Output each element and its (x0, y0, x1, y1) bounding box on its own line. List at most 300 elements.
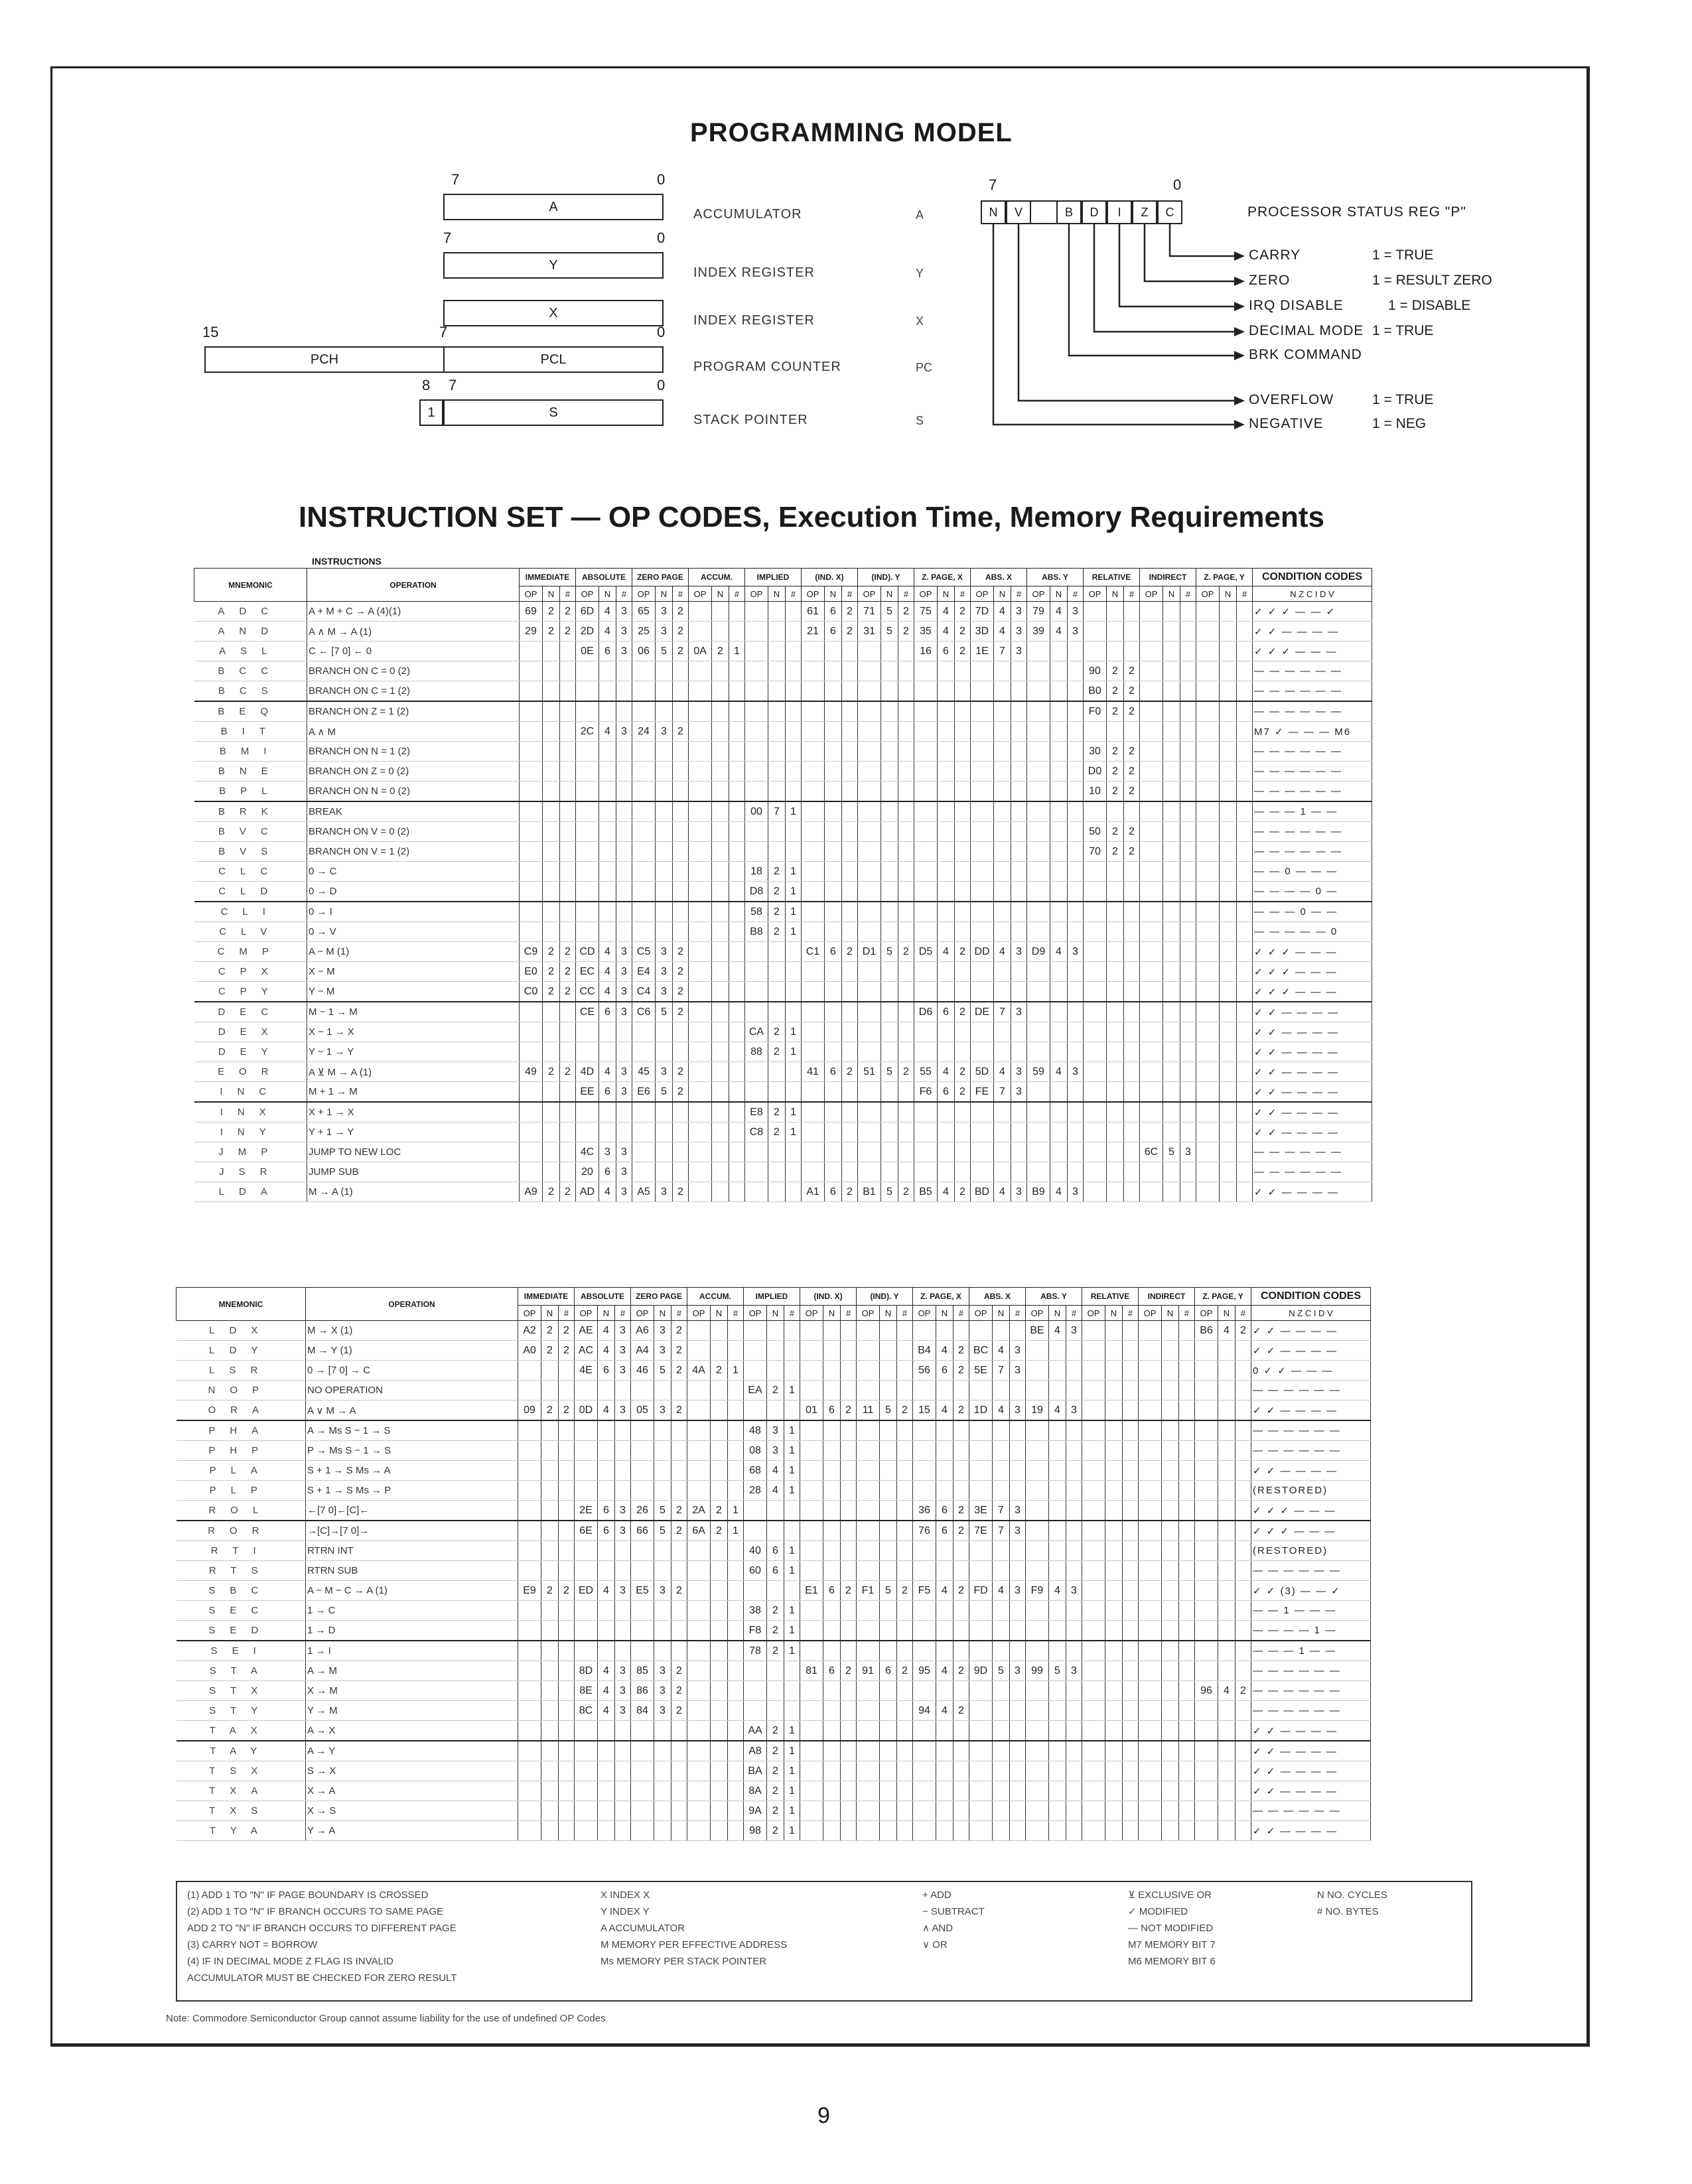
bytes: 2 (671, 1581, 687, 1601)
register-label: STACK POINTER (693, 413, 808, 427)
opcode (1139, 1821, 1162, 1841)
opcode (800, 1681, 823, 1701)
opcode (1196, 1102, 1220, 1123)
cycles (881, 842, 898, 862)
bytes: 2 (842, 1062, 858, 1082)
condition-codes: — — — — — — (1251, 1420, 1371, 1441)
opcode: 90 (1084, 661, 1107, 681)
cycles (712, 801, 729, 822)
bytes (1237, 801, 1253, 822)
opcode-row (194, 982, 1372, 1002)
bytes: 3 (1066, 1321, 1082, 1341)
bytes (897, 1641, 913, 1661)
opcode (518, 1501, 541, 1521)
header-sub: OP (802, 586, 825, 602)
opcode (631, 1420, 654, 1441)
cycles (654, 1541, 671, 1561)
bytes: 2 (559, 1581, 575, 1601)
mnemonic: SED (176, 1621, 306, 1641)
cycles: 6 (599, 1162, 616, 1182)
bytes (615, 1420, 631, 1441)
cycles (1218, 1541, 1235, 1561)
cycles (938, 1042, 955, 1062)
bytes (1235, 1521, 1251, 1541)
opcode (971, 782, 994, 802)
bytes (1180, 701, 1196, 722)
opcode (802, 722, 825, 742)
opcode (971, 722, 994, 742)
cycles (712, 1022, 729, 1042)
cycles (936, 1761, 953, 1781)
opcode (858, 742, 881, 762)
bytes (1123, 1701, 1139, 1721)
opcode (689, 1042, 712, 1062)
opcode: 01 (800, 1400, 823, 1421)
opcode: 6D (576, 602, 599, 622)
bytes (1011, 822, 1027, 842)
opcode: A4 (631, 1341, 654, 1361)
opcode (858, 762, 881, 782)
cycles (1162, 1621, 1179, 1641)
bytes (1235, 1701, 1251, 1721)
opcode (800, 1381, 823, 1400)
bytes (786, 642, 802, 661)
opcode (1027, 882, 1050, 902)
cycles: 2 (543, 962, 560, 982)
cycles (1220, 1022, 1237, 1042)
opcode (802, 801, 825, 822)
cycles (711, 1681, 728, 1701)
mnemonic: ADC (194, 602, 307, 622)
bytes (560, 1162, 576, 1182)
cycles (543, 1002, 560, 1022)
bytes (729, 1123, 745, 1142)
opcode (969, 1721, 993, 1741)
operation: X + 1 → X (307, 1102, 520, 1123)
opcode (744, 1341, 767, 1361)
bytes: 1 (786, 922, 802, 942)
condition-codes: ✓ ✓ — — — — (1253, 1102, 1372, 1123)
opcode (1084, 882, 1107, 902)
opcode (969, 1381, 993, 1400)
opcode (969, 1761, 993, 1781)
bytes (1123, 1621, 1139, 1641)
cycles (1050, 862, 1068, 882)
cycles (656, 1102, 673, 1123)
cycles (1049, 1621, 1066, 1641)
bytes (1237, 1182, 1253, 1202)
header-sub: N (1105, 1306, 1123, 1321)
cycles: 2 (1107, 661, 1124, 681)
bytes (616, 801, 632, 822)
opcode (971, 922, 994, 942)
bytes: 1 (786, 902, 802, 922)
flag-value-5: 1 = TRUE (1372, 392, 1434, 407)
bytes (955, 822, 971, 842)
header-sub: OP (1082, 1306, 1105, 1321)
bytes (729, 1042, 745, 1062)
cycles: 6 (936, 1521, 953, 1541)
bytes (1123, 1721, 1139, 1741)
opcode: D5 (914, 942, 938, 962)
cycles (938, 701, 955, 722)
opcode (689, 1182, 712, 1202)
opcode (689, 622, 712, 642)
opcode (914, 822, 938, 842)
cycles: 2 (541, 1581, 559, 1601)
cycles (654, 1721, 671, 1741)
cycles (881, 1022, 898, 1042)
cycles (823, 1341, 841, 1361)
cycles (1049, 1541, 1066, 1561)
opcode: 59 (1027, 1062, 1050, 1082)
opcode-row (176, 1481, 1371, 1501)
cycles (1220, 801, 1237, 822)
bytes (560, 1002, 576, 1022)
bytes (841, 1341, 857, 1361)
cycles (994, 661, 1011, 681)
cycles (1050, 782, 1068, 802)
operation: A → Ms S − 1 → S (306, 1420, 518, 1441)
cycles: 7 (768, 801, 786, 822)
cycles (880, 1420, 897, 1441)
opcode (1196, 922, 1220, 942)
bytes: 2 (560, 982, 576, 1002)
opcode (1082, 1361, 1105, 1381)
cycles (881, 681, 898, 702)
opcode (1026, 1561, 1049, 1581)
bytes (729, 661, 745, 681)
mnemonic: CLV (194, 922, 307, 942)
opcode: C0 (520, 982, 543, 1002)
bytes (673, 1042, 689, 1062)
opcode: CC (576, 982, 599, 1002)
cycles (1163, 1002, 1180, 1022)
bytes (1180, 1162, 1196, 1182)
bytes (841, 1521, 857, 1541)
opcode (858, 1022, 881, 1042)
opcode (1140, 1062, 1163, 1082)
opcode (1084, 801, 1107, 822)
opcode (800, 1441, 823, 1461)
bytes (673, 1162, 689, 1182)
cycles (823, 1801, 841, 1821)
bytes: 2 (673, 1182, 689, 1202)
opcode (520, 862, 543, 882)
cycles (1107, 982, 1124, 1002)
register-label: INDEX REGISTER (693, 265, 815, 280)
bytes: 2 (898, 942, 914, 962)
opcode (1082, 1761, 1105, 1781)
cycles: 3 (654, 1701, 671, 1721)
opcode: E5 (631, 1581, 654, 1601)
opcode-table-2 (176, 1287, 1371, 1841)
cycles (880, 1341, 897, 1361)
opcode: 94 (913, 1701, 936, 1721)
cycles (598, 1420, 615, 1441)
cycles: 4 (936, 1400, 953, 1421)
bytes: 2 (953, 1400, 969, 1421)
cycles (712, 701, 729, 722)
bytes (1010, 1541, 1026, 1561)
bytes (616, 782, 632, 802)
cycles (993, 1441, 1010, 1461)
cycles (1107, 1022, 1124, 1042)
bytes (1180, 1123, 1196, 1142)
opcode (745, 1062, 768, 1082)
opcode (971, 1042, 994, 1062)
bytes: 2 (953, 1701, 969, 1721)
cycles (1107, 862, 1124, 882)
opcode: 4C (576, 1142, 599, 1162)
operation: BRANCH ON C = 0 (2) (307, 661, 520, 681)
cycles (768, 1002, 786, 1022)
opcode: 5E (969, 1361, 993, 1381)
bytes (729, 942, 745, 962)
opcode (1139, 1581, 1162, 1601)
bytes (1235, 1661, 1251, 1681)
cycles (825, 962, 842, 982)
opcode: 31 (858, 622, 881, 642)
bytes (1011, 762, 1027, 782)
cycles (936, 1741, 953, 1761)
opcode (969, 1461, 993, 1481)
operation: A ∨ M → A (306, 1400, 518, 1421)
bytes: 3 (1010, 1581, 1026, 1601)
bytes (1066, 1701, 1082, 1721)
opcode (1082, 1541, 1105, 1561)
cycles (823, 1481, 841, 1501)
header-sub: OP (520, 586, 543, 602)
bytes (671, 1621, 687, 1641)
opcode (744, 1681, 767, 1701)
cycles (825, 1022, 842, 1042)
cycles (599, 822, 616, 842)
cycles (880, 1541, 897, 1561)
header-mode: IMPLIED (744, 1288, 800, 1306)
opcode (802, 1162, 825, 1182)
bytes (616, 742, 632, 762)
opcode (632, 782, 656, 802)
cycles (823, 1601, 841, 1621)
opcode: B6 (1195, 1321, 1218, 1341)
cycles (1107, 1142, 1124, 1162)
bytes (728, 1741, 744, 1761)
opcode (1082, 1461, 1105, 1481)
header-sub: N (541, 1306, 559, 1321)
opcode (1082, 1521, 1105, 1541)
cycles (1163, 722, 1180, 742)
opcode (802, 1123, 825, 1142)
header-sub: # (616, 586, 632, 602)
opcode (969, 1741, 993, 1761)
operation: A ∧ M (307, 722, 520, 742)
bytes (841, 1781, 857, 1801)
opcode: D0 (1084, 762, 1107, 782)
bytes (842, 762, 858, 782)
cycles (711, 1461, 728, 1481)
cycles (881, 1102, 898, 1123)
bytes (1235, 1621, 1251, 1641)
cycles (1105, 1721, 1123, 1741)
opcode (1140, 701, 1163, 722)
bytes (729, 701, 745, 722)
bytes (728, 1641, 744, 1661)
bytes (671, 1381, 687, 1400)
opcode (689, 661, 712, 681)
bytes (616, 862, 632, 882)
opcode (914, 1142, 938, 1162)
mnemonic: INY (194, 1123, 307, 1142)
bytes (955, 982, 971, 1002)
cycles: 3 (767, 1441, 784, 1461)
opcode (631, 1481, 654, 1501)
mnemonic: LDX (176, 1321, 306, 1341)
bytes (1180, 822, 1196, 842)
cycles (938, 922, 955, 942)
opcode (687, 1461, 711, 1481)
opcode (1026, 1521, 1049, 1541)
opcode (687, 1721, 711, 1741)
cycles (599, 701, 616, 722)
opcode (687, 1400, 711, 1421)
opcode (575, 1541, 598, 1561)
opcode (631, 1741, 654, 1761)
header-sub: OP (857, 1306, 880, 1321)
bytes (1179, 1641, 1195, 1661)
opcode (1196, 1002, 1220, 1022)
cycles (543, 801, 560, 822)
bytes (673, 1123, 689, 1142)
cycles: 4 (598, 1581, 615, 1601)
opcode (518, 1381, 541, 1400)
bytes (1124, 862, 1140, 882)
mnemonic: BCC (194, 661, 307, 681)
cycles (541, 1541, 559, 1561)
cycles: 6 (825, 1182, 842, 1202)
opcode: 20 (576, 1162, 599, 1182)
mnemonic: CMP (194, 942, 307, 962)
bytes (786, 982, 802, 1002)
bytes (1123, 1441, 1139, 1461)
cycles (993, 1541, 1010, 1561)
opcode-row (176, 1661, 1371, 1681)
cycles (880, 1641, 897, 1661)
bytes (1179, 1661, 1195, 1681)
cycles: 3 (767, 1420, 784, 1441)
header-mode: ABS. Y (1026, 1288, 1082, 1306)
bytes (1237, 1123, 1253, 1142)
operation: Y − M (307, 982, 520, 1002)
cycles (599, 922, 616, 942)
cycles: 6 (598, 1501, 615, 1521)
cycles: 4 (1050, 942, 1068, 962)
cycles (881, 701, 898, 722)
opcode (575, 1461, 598, 1481)
cycles: 4 (767, 1481, 784, 1501)
opcode: FD (969, 1581, 993, 1601)
bytes (1180, 1182, 1196, 1202)
opcode (1139, 1781, 1162, 1801)
bytes (1124, 622, 1140, 642)
opcode (520, 1162, 543, 1182)
opcode (857, 1441, 880, 1461)
bytes: 3 (1068, 622, 1084, 642)
cycles (994, 842, 1011, 862)
header-operation: OPERATION (307, 569, 520, 602)
bytes (560, 842, 576, 862)
cycles: 3 (656, 622, 673, 642)
opcode (575, 1761, 598, 1781)
bytes (1011, 1102, 1027, 1123)
bytes: 2 (673, 982, 689, 1002)
opcode (1082, 1501, 1105, 1521)
header-sub: # (842, 586, 858, 602)
bytes (560, 661, 576, 681)
bytes (1237, 822, 1253, 842)
opcode (520, 1102, 543, 1123)
footnote-line: # NO. BYTES (1317, 1906, 1379, 1917)
bytes: 2 (898, 602, 914, 622)
cycles (543, 1162, 560, 1182)
opcode: 61 (802, 602, 825, 622)
bytes: 3 (1010, 1661, 1026, 1681)
opcode (914, 842, 938, 862)
flag-value-6: 1 = NEG (1372, 416, 1427, 431)
cycles (656, 762, 673, 782)
cycles (936, 1461, 953, 1481)
opcode (689, 922, 712, 942)
cycles (994, 762, 1011, 782)
bytes (784, 1400, 800, 1421)
opcode (802, 862, 825, 882)
cycles (1162, 1641, 1179, 1661)
header-condition-codes: CONDITION CODES (1251, 1288, 1371, 1306)
opcode (1140, 1162, 1163, 1182)
bytes (955, 1102, 971, 1123)
opcode (1139, 1361, 1162, 1381)
opcode: D6 (914, 1002, 938, 1022)
bytes (897, 1601, 913, 1621)
opcode (520, 801, 543, 822)
opcode (518, 1621, 541, 1641)
arrow-head-icon (1234, 351, 1245, 360)
opcode-row (194, 701, 1372, 722)
bytes (616, 661, 632, 681)
cycles (881, 642, 898, 661)
opcode (520, 922, 543, 942)
bytes: 2 (898, 622, 914, 642)
cycles (654, 1561, 671, 1581)
bytes (898, 642, 914, 661)
operation: NO OPERATION (306, 1381, 518, 1400)
header-sub: N (712, 586, 729, 602)
cycles (712, 622, 729, 642)
opcode: F1 (857, 1581, 880, 1601)
cycles (1107, 1162, 1124, 1182)
cycles (825, 1002, 842, 1022)
cycles: 6 (767, 1561, 784, 1581)
opcode (632, 1042, 656, 1062)
mnemonic: TAX (176, 1721, 306, 1741)
bytes (1123, 1461, 1139, 1481)
header-mode: RELATIVE (1082, 1288, 1139, 1306)
cycles (1162, 1561, 1179, 1581)
opcode: 46 (631, 1361, 654, 1381)
opcode (1139, 1501, 1162, 1521)
bytes (728, 1621, 744, 1641)
bytes (1237, 1002, 1253, 1022)
